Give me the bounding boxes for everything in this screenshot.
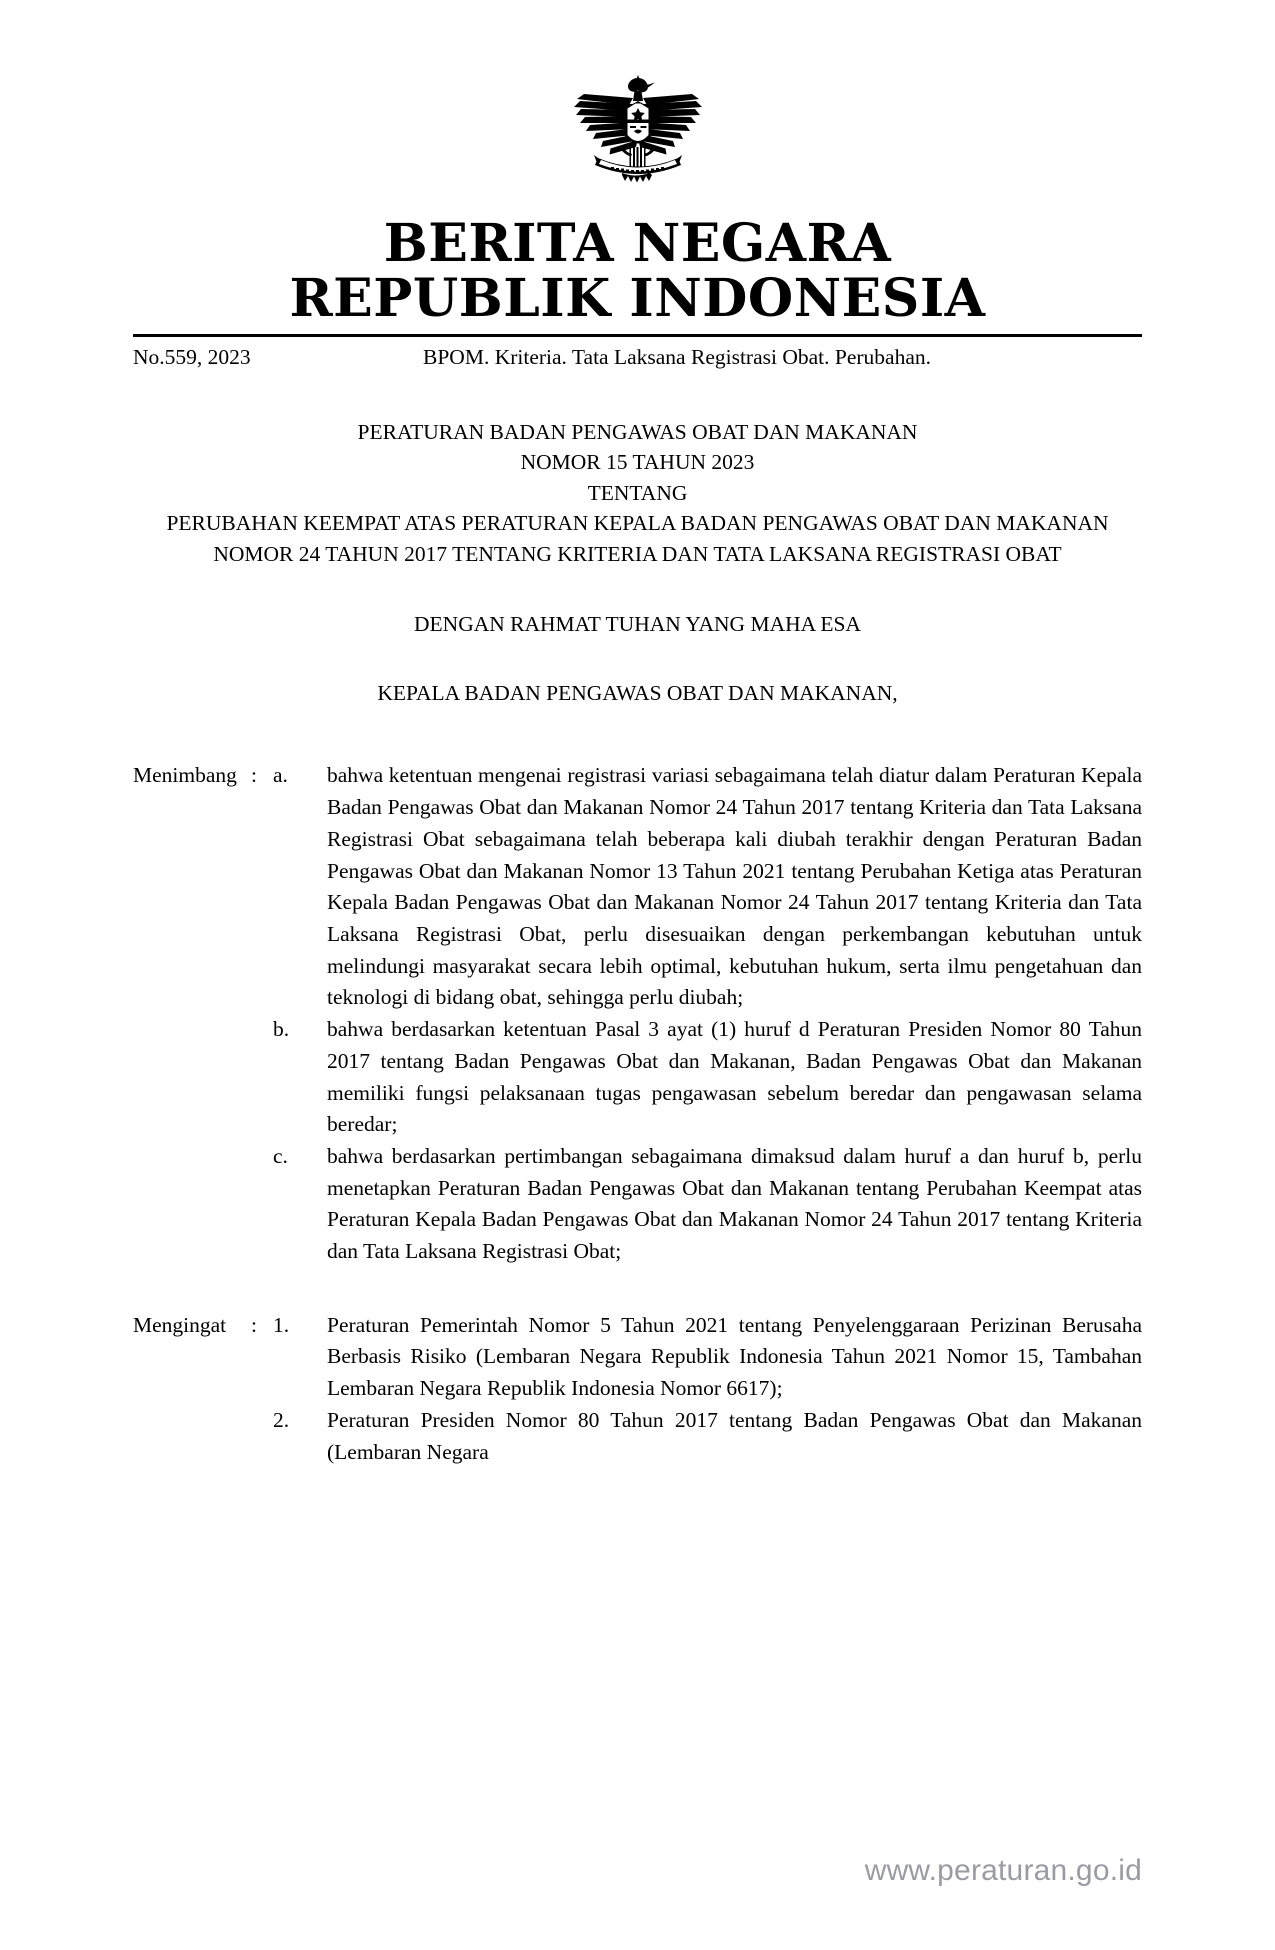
menimbang-marker-c: c.	[273, 1143, 288, 1168]
mengingat-marker-2: 2.	[273, 1407, 290, 1432]
masthead-divider	[133, 334, 1142, 337]
gazette-subject: BPOM. Kriteria. Tata Laksana Registrasi Obat. Perubahan.	[423, 345, 932, 370]
menimbang-label: Menimbang	[133, 763, 237, 788]
regulation-heading-line3: TENTANG	[587, 480, 688, 505]
gazette-header-row	[133, 343, 1142, 373]
menimbang-colon: :	[251, 763, 257, 788]
masthead-title-line1: BERITA NEGARA	[383, 213, 892, 274]
regulation-heading-line2: NOMOR 15 TAHUN 2023	[520, 450, 755, 475]
menimbang-text-a: bahwa ketentuan mengenai registrasi variasi sebagaimana telah diatur dalam Peraturan Kepala Badan Pengawas Obat dan Makanan Nomor 24 Tahun 2017 tentang Kriteria dan Tata Laksana Registrasi Obat sebagaimana telah beberapa kali diubah terakhir dengan Peraturan Badan Pengawas Obat dan Makanan Nomor 13 Tahun 2021 tentang Perubahan Ketiga atas Peraturan Kepala Badan Pengawas Obat dan Makanan Nomor 24 Tahun 2017 tentang Kriteria dan Tata Laksana Registrasi Obat, perlu disesuaikan dengan perkembangan kebutuhan untuk melindungi masyarakat secara lebih optimal, kebutuhan hukum, serta ilmu pengetahuan dan teknologi di bidang obat, sehingga perlu diubah;	[327, 763, 1142, 1010]
mengingat-text-1: Peraturan Pemerintah Nomor 5 Tahun 2021 tentang Penyelenggaraan Perizinan Berusaha Berbasis Risiko (Lembaran Negara Republik Indonesia Tahun 2021 Nomor 15, Tambahan Lembaran Negara Republik Indonesia Nomor 6617);	[327, 1312, 1142, 1401]
menimbang-text-c: bahwa berdasarkan pertimbangan sebagaimana dimaksud dalam huruf a dan huruf b, perlu menetapkan Peraturan Badan Pengawas Obat dan Makanan tentang Perubahan Keempat atas Peraturan Kepala Badan Pengawas Obat dan Makanan Nomor 24 Tahun 2017 tentang Kriteria dan Tata Laksana Registrasi Obat;	[327, 1143, 1142, 1264]
mengingat-item-1	[133, 1310, 1142, 1405]
blessing-line: DENGAN RAHMAT TUHAN YANG MAHA ESA	[414, 612, 861, 637]
mengingat-label: Mengingat	[133, 1312, 227, 1337]
regulation-heading	[133, 417, 1142, 570]
menimbang-block	[133, 760, 1142, 1267]
masthead-title	[0, 213, 1275, 330]
menimbang-item-b	[133, 1014, 1142, 1141]
masthead-title-line2: REPUBLIK INDONESIA	[289, 268, 986, 330]
menimbang-item-c	[133, 1141, 1142, 1268]
menimbang-text-b: bahwa berdasarkan ketentuan Pasal 3 ayat (1) huruf d Peraturan Presiden Nomor 80 Tahun 2017 tentang Badan Pengawas Obat dan Makanan, Badan Pengawas Obat dan Makanan memiliki fungsi pelaksanaan tugas pengawasan sebelum beredar dan pengawasan selama beredar;	[327, 1017, 1142, 1137]
menimbang-marker-b: b.	[273, 1017, 290, 1042]
mengingat-colon: :	[251, 1312, 257, 1337]
mengingat-text-2: Peraturan Presiden Nomor 80 Tahun 2017 tentang Badan Pengawas Obat dan Makanan (Lembaran Negara	[327, 1407, 1142, 1464]
menimbang-marker-a: a.	[273, 763, 288, 788]
regulation-heading-line4: PERUBAHAN KEEMPAT ATAS PERATURAN KEPALA BADAN PENGAWAS OBAT DAN MAKANAN NOMOR 24 TAHUN 2017 TENTANG KRITERIA DAN TATA LAKSANA REGISTRASI OBAT	[166, 511, 1109, 566]
authority-line: KEPALA BADAN PENGAWAS OBAT DAN MAKANAN,	[377, 680, 898, 705]
mengingat-block	[133, 1310, 1142, 1469]
gazette-number: No.559, 2023	[133, 345, 251, 370]
mengingat-marker-1: 1.	[273, 1312, 290, 1337]
menimbang-item-a	[133, 760, 1142, 1014]
garuda-pancasila-emblem	[563, 72, 713, 202]
regulation-heading-line1: PERATURAN BADAN PENGAWAS OBAT DAN MAKANAN	[357, 419, 918, 444]
masthead	[0, 0, 1275, 330]
footer-watermark: www.peraturan.go.id	[864, 1854, 1142, 1887]
mengingat-item-2	[133, 1405, 1142, 1468]
